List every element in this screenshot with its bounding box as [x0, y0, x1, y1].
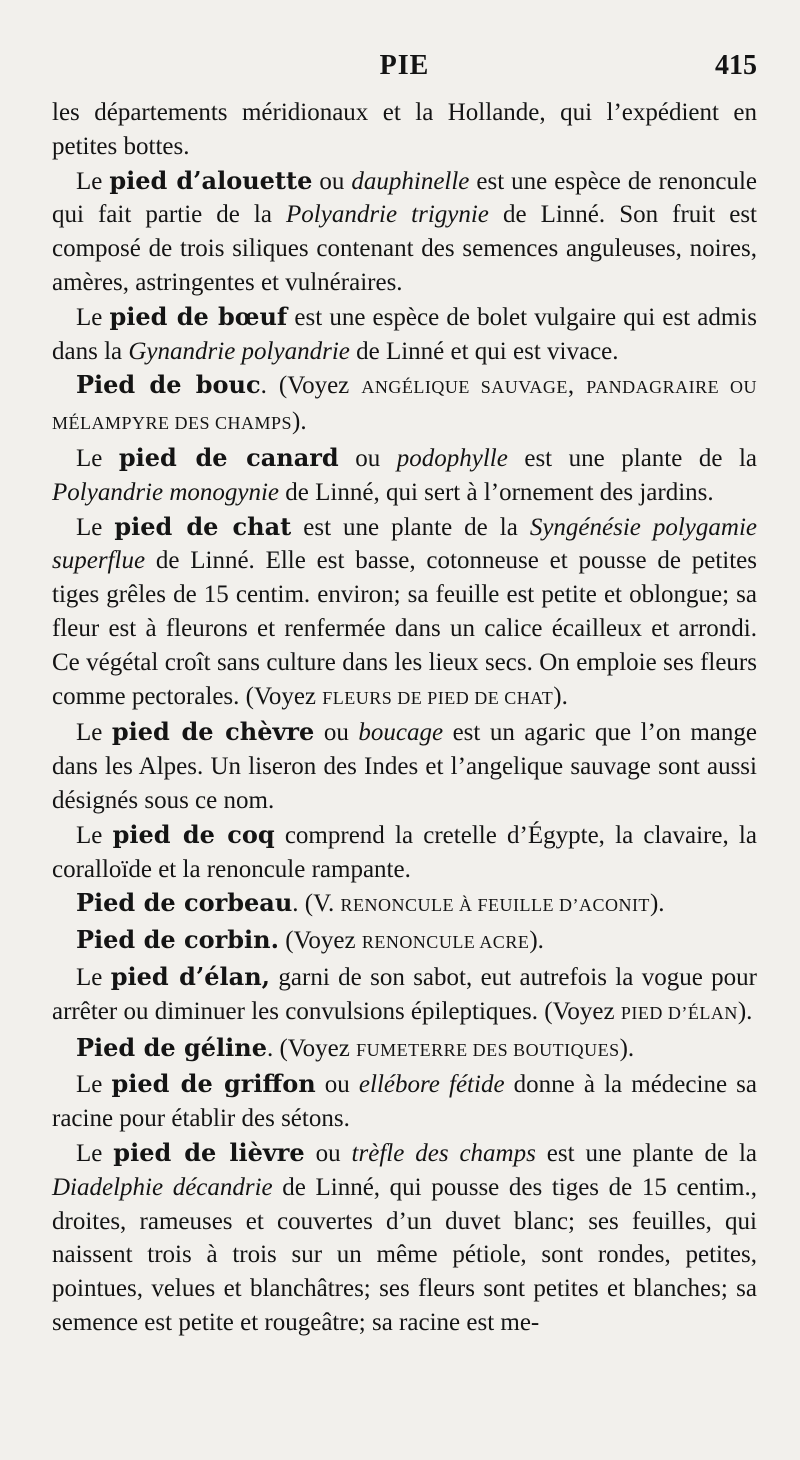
text-run: de Linné. Son fruit est composé de trois siliques contenant des semences anguleuses, noires, amères, astringentes et vulnéraires.: [52, 201, 757, 296]
text-run: (Voyez: [278, 927, 362, 955]
text-run: Le: [76, 303, 110, 331]
entry-term: pied de bœuf: [109, 301, 288, 331]
entry-term: Pied de bouc: [76, 370, 261, 400]
italic-term: ellébore fétide: [358, 1071, 505, 1099]
cross-reference: RENONCULE À FEUILLE D’ACONIT: [340, 895, 650, 916]
text-run: ).: [553, 682, 568, 710]
text-run: Le: [76, 719, 112, 747]
cross-reference: ANGÉLIQUE SAUVAGE: [361, 377, 568, 398]
text-run: Le: [76, 167, 110, 195]
entry-term: pied d’élan,: [110, 961, 271, 991]
text-run: est une espèce de bolet vulgaire qui est admis dans la: [52, 303, 757, 365]
paragraph-p11: [52, 1031, 757, 1068]
cross-reference: RENONCULE ACRE: [361, 932, 530, 953]
entry-term: pied de chat: [114, 511, 292, 541]
cross-reference: FUMETERRE DES BOUTIQUES: [356, 1039, 620, 1060]
text-run: de Linné, qui pousse des tiges de 15 centim., droites, rameuses et couvertes d’un duvet blanc; ses feuilles, qui naissent trois à trois sur un même pétiole, sont rondes, petites, pointues, velues et blanchâtres; ses fleurs sont petites et blanches; sa semence est petite et rougeâtre; sa racine est me-: [52, 1173, 757, 1336]
text-run: Le: [76, 513, 115, 541]
paragraph-p12: [52, 1067, 757, 1136]
paragraph-p13: [52, 1136, 757, 1340]
entry-term: Pied de corbin.: [76, 925, 279, 955]
text-run: ).: [529, 927, 544, 955]
text-run: donne à la médecine sa racine pour établir des sétons.: [52, 1071, 757, 1133]
italic-term: Polyandrie trigynie: [286, 201, 489, 229]
entry-term: pied de lièvre: [113, 1137, 305, 1167]
text-run: de Linné, qui sert à l’ornement des jardins.: [279, 478, 714, 506]
text-run: les départements méridionaux et la Hollande, qui l’expédient en petites bottes.: [52, 99, 757, 160]
text-run: ).: [649, 890, 665, 918]
italic-term: Gynandrie polyandrie: [128, 337, 350, 365]
text-run: est un agaric que l’on mange dans les Alpes. Un liseron des Indes et l’angelique sauvage sont aussi désignés sous ce nom.: [52, 719, 757, 814]
text-run: ).: [619, 1034, 635, 1062]
text-run: est une plante de la: [535, 1139, 758, 1167]
text-run: ou: [315, 1071, 359, 1099]
paragraph-p3: [52, 368, 757, 441]
text-run: ou: [314, 719, 359, 747]
paragraph-p10: [52, 960, 757, 1031]
italic-term: boucage: [358, 719, 444, 747]
text-run: ).: [292, 408, 307, 436]
paragraph-p9: [52, 923, 757, 960]
running-head: PIE: [379, 50, 430, 81]
paragraph-p1: [52, 164, 757, 300]
text-run: est une plante de la: [507, 444, 757, 472]
text-run: ou: [304, 1139, 352, 1167]
paragraph-p2: [52, 300, 757, 369]
italic-term: Diadelphie décandrie: [52, 1173, 273, 1201]
text-run: Le: [76, 444, 119, 472]
paragraph-p4: [52, 441, 757, 510]
paragraph-p5: [52, 510, 757, 716]
cross-reference: PANDAGRAIRE OU MÉLAMPYRE DES CHAMPS: [52, 377, 758, 434]
text-run: Le: [76, 821, 113, 849]
text-run: ou: [338, 444, 397, 472]
entry-term: pied de coq: [112, 819, 275, 849]
text-run: ,: [567, 372, 587, 400]
body-text: [52, 96, 757, 1340]
text-run: comprend la cretelle d’Égypte, la clavaire, la coralloïde et la renoncule rampante.: [52, 821, 757, 883]
italic-term: podophylle: [396, 444, 508, 472]
cross-reference: PIED D’ÉLAN: [620, 1002, 738, 1023]
page-header: [52, 50, 757, 90]
text-run: ou: [312, 167, 352, 195]
text-run: de Linné et qui est vivace.: [349, 337, 619, 365]
text-run: de Linné. Elle est basse, cotonneuse et pousse de petites tiges grêles de 15 centim. environ; sa feuille est petite et oblongue; sa fleur est à fleurons et renfermée dans un calice écailleux et arrondi. Ce végétal croît sans culture dans les lieux secs. On emploie ses fleurs comme pectorales. (Voyez: [52, 547, 757, 710]
page-number: 415: [715, 50, 757, 81]
text-run: est une espèce de renoncule qui fait partie de la: [52, 167, 757, 229]
text-run: Le: [76, 1139, 114, 1167]
text-run: ).: [737, 997, 753, 1025]
paragraph-p7: [52, 818, 757, 887]
text-run: est une plante de la: [291, 513, 530, 541]
paragraph-p0: [52, 96, 757, 164]
entry-term: Pied de corbeau: [76, 888, 293, 918]
italic-term: Polyandrie monogynie: [52, 478, 280, 506]
italic-term: Syngénésie polygamie superflue: [52, 513, 758, 575]
text-run: Le: [76, 963, 111, 991]
entry-term: pied de canard: [118, 442, 339, 472]
paragraph-p6: [52, 715, 757, 817]
text-run: garni de son sabot, eut autrefois la vogue pour arrêter ou diminuer les convulsions épileptiques. (Voyez: [52, 963, 758, 1025]
entry-term: pied de griffon: [111, 1069, 316, 1099]
text-run: . (V.: [292, 890, 341, 918]
italic-term: trèfle des champs: [351, 1139, 536, 1167]
italic-term: dauphinelle: [351, 167, 470, 195]
entry-term: pied d’alouette: [109, 165, 313, 195]
entry-term: pied de chèvre: [111, 717, 315, 747]
entry-term: Pied de géline: [76, 1032, 267, 1062]
cross-reference: FLEURS DE PIED DE CHAT: [322, 687, 554, 708]
paragraph-p8: [52, 886, 757, 923]
text-run: . (Voyez: [266, 1034, 357, 1062]
text-run: Le: [76, 1071, 112, 1099]
text-run: . (Voyez: [260, 372, 362, 400]
